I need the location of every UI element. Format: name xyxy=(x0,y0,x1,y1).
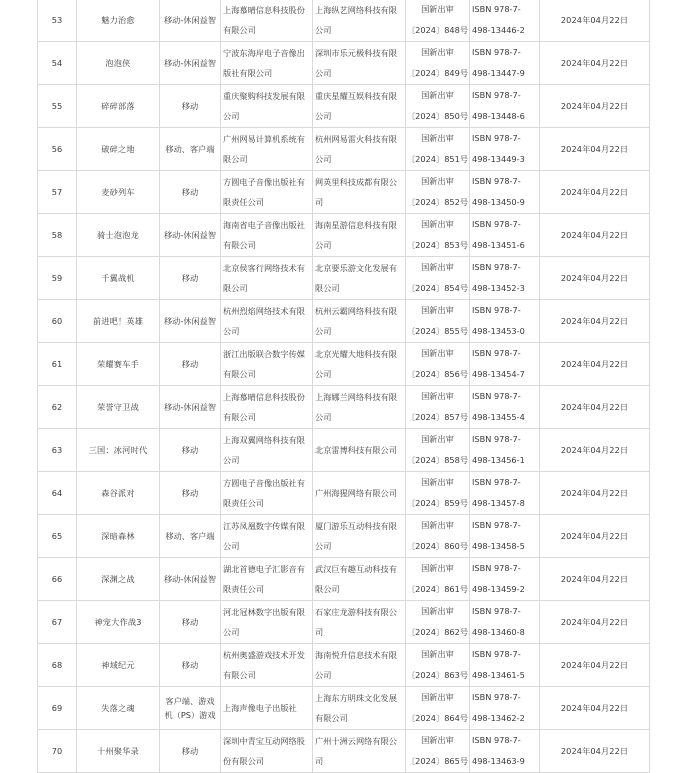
row-number-cell: 53 xyxy=(38,0,77,42)
approval-date-cell: 2024年04月22日 xyxy=(540,386,650,429)
approval-number-line: 国新出审 xyxy=(421,176,454,186)
operator-cell: 北京要乐游文化发展有限公司 xyxy=(313,257,406,300)
game-name-cell: 失落之魂 xyxy=(77,687,160,730)
game-name-cell: 千翼战机 xyxy=(77,257,160,300)
isbn-line: 498-13446-2 xyxy=(472,25,525,35)
approval-number-cell xyxy=(406,386,470,429)
isbn-line: ISBN 978-7- xyxy=(472,47,521,57)
approval-number-line: 〔2024〕853号 xyxy=(406,240,469,250)
operator-cell: 北京雷博科技有限公司 xyxy=(313,429,406,472)
approval-number-line: 国新出审 xyxy=(421,434,454,444)
isbn-line: ISBN 978-7- xyxy=(472,606,521,616)
publisher-cell: 江苏凤凰数字传媒有限公司 xyxy=(221,515,313,558)
table-row xyxy=(38,42,650,85)
publisher-cell: 上海慕晴信息科技股份有限公司 xyxy=(221,0,313,42)
isbn-line: ISBN 978-7- xyxy=(472,735,521,745)
publisher-cell: 广州网易计算机系统有限公司 xyxy=(221,128,313,171)
game-name-cell: 神域纪元 xyxy=(77,644,160,687)
approval-number-line: 国新出审 xyxy=(421,692,454,702)
approval-number-cell xyxy=(406,42,470,85)
isbn-cell xyxy=(470,386,540,429)
approval-number-line: 〔2024〕850号 xyxy=(406,111,469,121)
isbn-cell xyxy=(470,257,540,300)
row-number-cell: 56 xyxy=(38,128,77,171)
operator-cell: 杭州云霸网络科技有限公司 xyxy=(313,300,406,343)
operator-cell: 海南星游信息科技有限公司 xyxy=(313,214,406,257)
table-row xyxy=(38,300,650,343)
approval-number-line: 国新出审 xyxy=(421,520,454,530)
approval-date-cell: 2024年04月22日 xyxy=(540,429,650,472)
isbn-cell xyxy=(470,472,540,515)
isbn-line: 498-13450-9 xyxy=(472,197,525,207)
operator-cell: 广州十洲云网络有限公司 xyxy=(313,730,406,773)
isbn-cell xyxy=(470,644,540,687)
game-name-cell: 森谷派对 xyxy=(77,472,160,515)
publisher-cell: 河北冠林数字出版有限公司 xyxy=(221,601,313,644)
approval-number-cell xyxy=(406,558,470,601)
category-cell: 移动-休闲益智 xyxy=(160,300,221,343)
isbn-line: ISBN 978-7- xyxy=(472,520,521,530)
approval-date-cell: 2024年04月22日 xyxy=(540,558,650,601)
approval-date-cell: 2024年04月22日 xyxy=(540,171,650,214)
isbn-line: 498-13457-8 xyxy=(472,498,525,508)
table-row xyxy=(38,171,650,214)
approval-number-cell xyxy=(406,429,470,472)
category-cell: 移动 xyxy=(160,644,221,687)
game-name-cell: 深暗森林 xyxy=(77,515,160,558)
table-row xyxy=(38,687,650,730)
game-name-cell: 深渊之战 xyxy=(77,558,160,601)
operator-cell: 海南悦升信息技术有限公司 xyxy=(313,644,406,687)
category-cell: 移动 xyxy=(160,601,221,644)
approval-date-cell: 2024年04月22日 xyxy=(540,472,650,515)
isbn-line: 498-13447-9 xyxy=(472,68,525,78)
approval-date-cell: 2024年04月22日 xyxy=(540,687,650,730)
approval-number-cell xyxy=(406,257,470,300)
row-number-cell: 63 xyxy=(38,429,77,472)
table-row xyxy=(38,515,650,558)
approval-number-line: 国新出审 xyxy=(421,391,454,401)
game-name-cell: 骑士泡泡龙 xyxy=(77,214,160,257)
approval-number-cell xyxy=(406,601,470,644)
game-approval-table xyxy=(37,0,650,773)
isbn-line: ISBN 978-7- xyxy=(472,391,521,401)
isbn-line: 498-13454-7 xyxy=(472,369,525,379)
approval-number-cell xyxy=(406,0,470,42)
isbn-line: 498-13452-3 xyxy=(472,283,525,293)
category-cell: 移动 xyxy=(160,85,221,128)
isbn-line: ISBN 978-7- xyxy=(472,692,521,702)
approval-number-line: 〔2024〕861号 xyxy=(406,584,469,594)
approval-number-line: 国新出审 xyxy=(421,90,454,100)
isbn-line: 498-13451-6 xyxy=(472,240,525,250)
isbn-line: ISBN 978-7- xyxy=(472,477,521,487)
approval-number-line: 〔2024〕863号 xyxy=(406,670,469,680)
operator-cell: 上海娜兰网络科技有限公司 xyxy=(313,386,406,429)
publisher-cell: 上海声像电子出版社 xyxy=(221,687,313,730)
game-name-cell: 神宠大作战3 xyxy=(77,601,160,644)
row-number-cell: 68 xyxy=(38,644,77,687)
isbn-cell xyxy=(470,300,540,343)
table-row xyxy=(38,0,650,42)
isbn-cell xyxy=(470,687,540,730)
approval-number-cell xyxy=(406,85,470,128)
operator-cell: 杭州网易雷火科技有限公司 xyxy=(313,128,406,171)
row-number-cell: 57 xyxy=(38,171,77,214)
publisher-cell: 宁波东海岸电子音像出版社有限公司 xyxy=(221,42,313,85)
isbn-line: 498-13453-0 xyxy=(472,326,525,336)
category-cell: 移动-休闲益智 xyxy=(160,386,221,429)
category-cell: 移动-休闲益智 xyxy=(160,42,221,85)
approval-number-line: 国新出审 xyxy=(421,133,454,143)
isbn-line: ISBN 978-7- xyxy=(472,262,521,272)
approval-number-cell xyxy=(406,644,470,687)
approval-number-line: 国新出审 xyxy=(421,606,454,616)
isbn-cell xyxy=(470,558,540,601)
isbn-cell xyxy=(470,85,540,128)
approval-number-line: 国新出审 xyxy=(421,735,454,745)
approval-number-line: 国新出审 xyxy=(421,348,454,358)
isbn-line: 498-13462-2 xyxy=(472,713,525,723)
isbn-line: 498-13455-4 xyxy=(472,412,525,422)
approval-date-cell: 2024年04月22日 xyxy=(540,257,650,300)
table-row xyxy=(38,343,650,386)
approval-number-line: 〔2024〕852号 xyxy=(406,197,469,207)
operator-cell: 重庆星耀互娱科技有限公司 xyxy=(313,85,406,128)
approval-number-cell xyxy=(406,730,470,773)
game-name-cell: 碎碎部落 xyxy=(77,85,160,128)
category-cell: 移动、客户端 xyxy=(160,515,221,558)
approval-number-line: 〔2024〕849号 xyxy=(406,68,469,78)
category-cell: 移动-休闲益智 xyxy=(160,214,221,257)
row-number-cell: 66 xyxy=(38,558,77,601)
approval-date-cell: 2024年04月22日 xyxy=(540,0,650,42)
row-number-cell: 54 xyxy=(38,42,77,85)
row-number-cell: 67 xyxy=(38,601,77,644)
publisher-cell: 深圳中青宝互动网络股份有限公司 xyxy=(221,730,313,773)
approval-number-line: 〔2024〕855号 xyxy=(406,326,469,336)
isbn-cell xyxy=(470,343,540,386)
approval-number-cell xyxy=(406,343,470,386)
game-name-cell: 泡泡侠 xyxy=(77,42,160,85)
category-cell: 客户端、游戏机（PS）游戏 xyxy=(160,687,221,730)
operator-cell: 石家庄龙游科技有限公司 xyxy=(313,601,406,644)
isbn-line: 498-13460-8 xyxy=(472,627,525,637)
publisher-cell: 浙江出版联合数字传媒有限公司 xyxy=(221,343,313,386)
isbn-line: ISBN 978-7- xyxy=(472,4,521,14)
category-cell: 移动 xyxy=(160,257,221,300)
row-number-cell: 55 xyxy=(38,85,77,128)
isbn-cell xyxy=(470,429,540,472)
isbn-line: ISBN 978-7- xyxy=(472,649,521,659)
operator-cell: 上海东方明珠文化发展有限公司 xyxy=(313,687,406,730)
publisher-cell: 重庆聚购科技发展有限公司 xyxy=(221,85,313,128)
operator-cell: 北京光耀大地科技有限公司 xyxy=(313,343,406,386)
approval-number-line: 国新出审 xyxy=(421,477,454,487)
approval-date-cell: 2024年04月22日 xyxy=(540,644,650,687)
approval-number-line: 国新出审 xyxy=(421,305,454,315)
approval-date-cell: 2024年04月22日 xyxy=(540,601,650,644)
approval-number-line: 〔2024〕859号 xyxy=(406,498,469,508)
approval-number-cell xyxy=(406,171,470,214)
row-number-cell: 59 xyxy=(38,257,77,300)
row-number-cell: 64 xyxy=(38,472,77,515)
row-number-cell: 61 xyxy=(38,343,77,386)
table-row xyxy=(38,386,650,429)
isbn-cell xyxy=(470,601,540,644)
approval-number-line: 〔2024〕858号 xyxy=(406,455,469,465)
isbn-line: ISBN 978-7- xyxy=(472,563,521,573)
game-name-cell: 十州聚华录 xyxy=(77,730,160,773)
isbn-line: ISBN 978-7- xyxy=(472,219,521,229)
table-row xyxy=(38,472,650,515)
approval-number-cell xyxy=(406,472,470,515)
isbn-line: 498-13458-5 xyxy=(472,541,525,551)
table-body xyxy=(38,0,650,773)
approval-number-cell xyxy=(406,687,470,730)
isbn-line: 498-13463-9 xyxy=(472,756,525,766)
isbn-line: 498-13448-6 xyxy=(472,111,525,121)
category-cell: 移动 xyxy=(160,343,221,386)
isbn-line: ISBN 978-7- xyxy=(472,176,521,186)
approval-number-line: 国新出审 xyxy=(421,4,454,14)
category-cell: 移动 xyxy=(160,472,221,515)
approval-date-cell: 2024年04月22日 xyxy=(540,128,650,171)
game-name-cell: 荣誉守卫战 xyxy=(77,386,160,429)
isbn-cell xyxy=(470,0,540,42)
approval-number-line: 〔2024〕862号 xyxy=(406,627,469,637)
table-row xyxy=(38,730,650,773)
operator-cell: 网英里科技成都有限公司 xyxy=(313,171,406,214)
approval-number-line: 〔2024〕860号 xyxy=(406,541,469,551)
publisher-cell: 方圆电子音像出版社有限责任公司 xyxy=(221,171,313,214)
approval-number-line: 〔2024〕864号 xyxy=(406,713,469,723)
row-number-cell: 69 xyxy=(38,687,77,730)
table-row xyxy=(38,558,650,601)
operator-cell: 广州海猩网络有限公司 xyxy=(313,472,406,515)
publisher-cell: 方圆电子音像出版社有限责任公司 xyxy=(221,472,313,515)
isbn-cell xyxy=(470,42,540,85)
operator-cell: 武汉巨有趣互动科技有限公司 xyxy=(313,558,406,601)
game-name-cell: 魅力治愈 xyxy=(77,0,160,42)
publisher-cell: 杭州奥盛游戏技术开发有限公司 xyxy=(221,644,313,687)
approval-date-cell: 2024年04月22日 xyxy=(540,730,650,773)
publisher-cell: 湖北首德电子汇影音有限责任公司 xyxy=(221,558,313,601)
publisher-cell: 上海双翼网络科技有限公司 xyxy=(221,429,313,472)
publisher-cell: 杭州烈焰网络技术有限公司 xyxy=(221,300,313,343)
approval-number-line: 国新出审 xyxy=(421,262,454,272)
operator-cell: 厦门游乐互动科技有限公司 xyxy=(313,515,406,558)
row-number-cell: 70 xyxy=(38,730,77,773)
approval-number-line: 〔2024〕857号 xyxy=(406,412,469,422)
operator-cell: 上海纵艺网络科技有限公司 xyxy=(313,0,406,42)
category-cell: 移动 xyxy=(160,429,221,472)
category-cell: 移动 xyxy=(160,171,221,214)
game-name-cell: 麦砂列车 xyxy=(77,171,160,214)
isbn-line: 498-13449-3 xyxy=(472,154,525,164)
approval-number-cell xyxy=(406,300,470,343)
approval-number-line: 〔2024〕854号 xyxy=(406,283,469,293)
row-number-cell: 58 xyxy=(38,214,77,257)
category-cell: 移动-休闲益智 xyxy=(160,0,221,42)
approval-date-cell: 2024年04月22日 xyxy=(540,515,650,558)
isbn-line: 498-13459-2 xyxy=(472,584,525,594)
table-row xyxy=(38,85,650,128)
isbn-line: ISBN 978-7- xyxy=(472,434,521,444)
approval-number-line: 国新出审 xyxy=(421,47,454,57)
isbn-cell xyxy=(470,730,540,773)
approval-number-line: 〔2024〕865号 xyxy=(406,756,469,766)
row-number-cell: 65 xyxy=(38,515,77,558)
row-number-cell: 62 xyxy=(38,386,77,429)
game-name-cell: 破碎之地 xyxy=(77,128,160,171)
isbn-line: ISBN 978-7- xyxy=(472,348,521,358)
category-cell: 移动 xyxy=(160,730,221,773)
approval-number-line: 〔2024〕856号 xyxy=(406,369,469,379)
table-row xyxy=(38,257,650,300)
row-number-cell: 60 xyxy=(38,300,77,343)
table-row xyxy=(38,429,650,472)
approval-number-line: 〔2024〕851号 xyxy=(406,154,469,164)
approval-number-line: 国新出审 xyxy=(421,219,454,229)
table-row xyxy=(38,601,650,644)
approval-number-line: 国新出审 xyxy=(421,563,454,573)
approval-date-cell: 2024年04月22日 xyxy=(540,300,650,343)
isbn-line: ISBN 978-7- xyxy=(472,90,521,100)
table-row xyxy=(38,644,650,687)
isbn-cell xyxy=(470,515,540,558)
isbn-line: ISBN 978-7- xyxy=(472,133,521,143)
category-cell: 移动-休闲益智 xyxy=(160,558,221,601)
game-name-cell: 三国：冰河时代 xyxy=(77,429,160,472)
publisher-cell: 海南省电子音像出版社有限公司 xyxy=(221,214,313,257)
approval-date-cell: 2024年04月22日 xyxy=(540,85,650,128)
approval-number-cell xyxy=(406,515,470,558)
isbn-cell xyxy=(470,214,540,257)
approval-date-cell: 2024年04月22日 xyxy=(540,343,650,386)
isbn-cell xyxy=(470,128,540,171)
operator-cell: 深圳市乐元极科技有限公司 xyxy=(313,42,406,85)
publisher-cell: 上海慕晴信息科技股份有限公司 xyxy=(221,386,313,429)
approval-date-cell: 2024年04月22日 xyxy=(540,214,650,257)
approval-date-cell: 2024年04月22日 xyxy=(540,42,650,85)
approval-number-line: 〔2024〕848号 xyxy=(406,25,469,35)
table-row xyxy=(38,128,650,171)
isbn-line: ISBN 978-7- xyxy=(472,305,521,315)
game-name-cell: 荣耀赛车手 xyxy=(77,343,160,386)
isbn-line: 498-13456-1 xyxy=(472,455,525,465)
approval-number-cell xyxy=(406,214,470,257)
game-name-cell: 前进吧！英雄 xyxy=(77,300,160,343)
isbn-cell xyxy=(470,171,540,214)
table-row xyxy=(38,214,650,257)
category-cell: 移动、客户端 xyxy=(160,128,221,171)
approval-number-line: 国新出审 xyxy=(421,649,454,659)
approval-number-cell xyxy=(406,128,470,171)
publisher-cell: 北京侯客行网络技术有限公司 xyxy=(221,257,313,300)
isbn-line: 498-13461-5 xyxy=(472,670,525,680)
